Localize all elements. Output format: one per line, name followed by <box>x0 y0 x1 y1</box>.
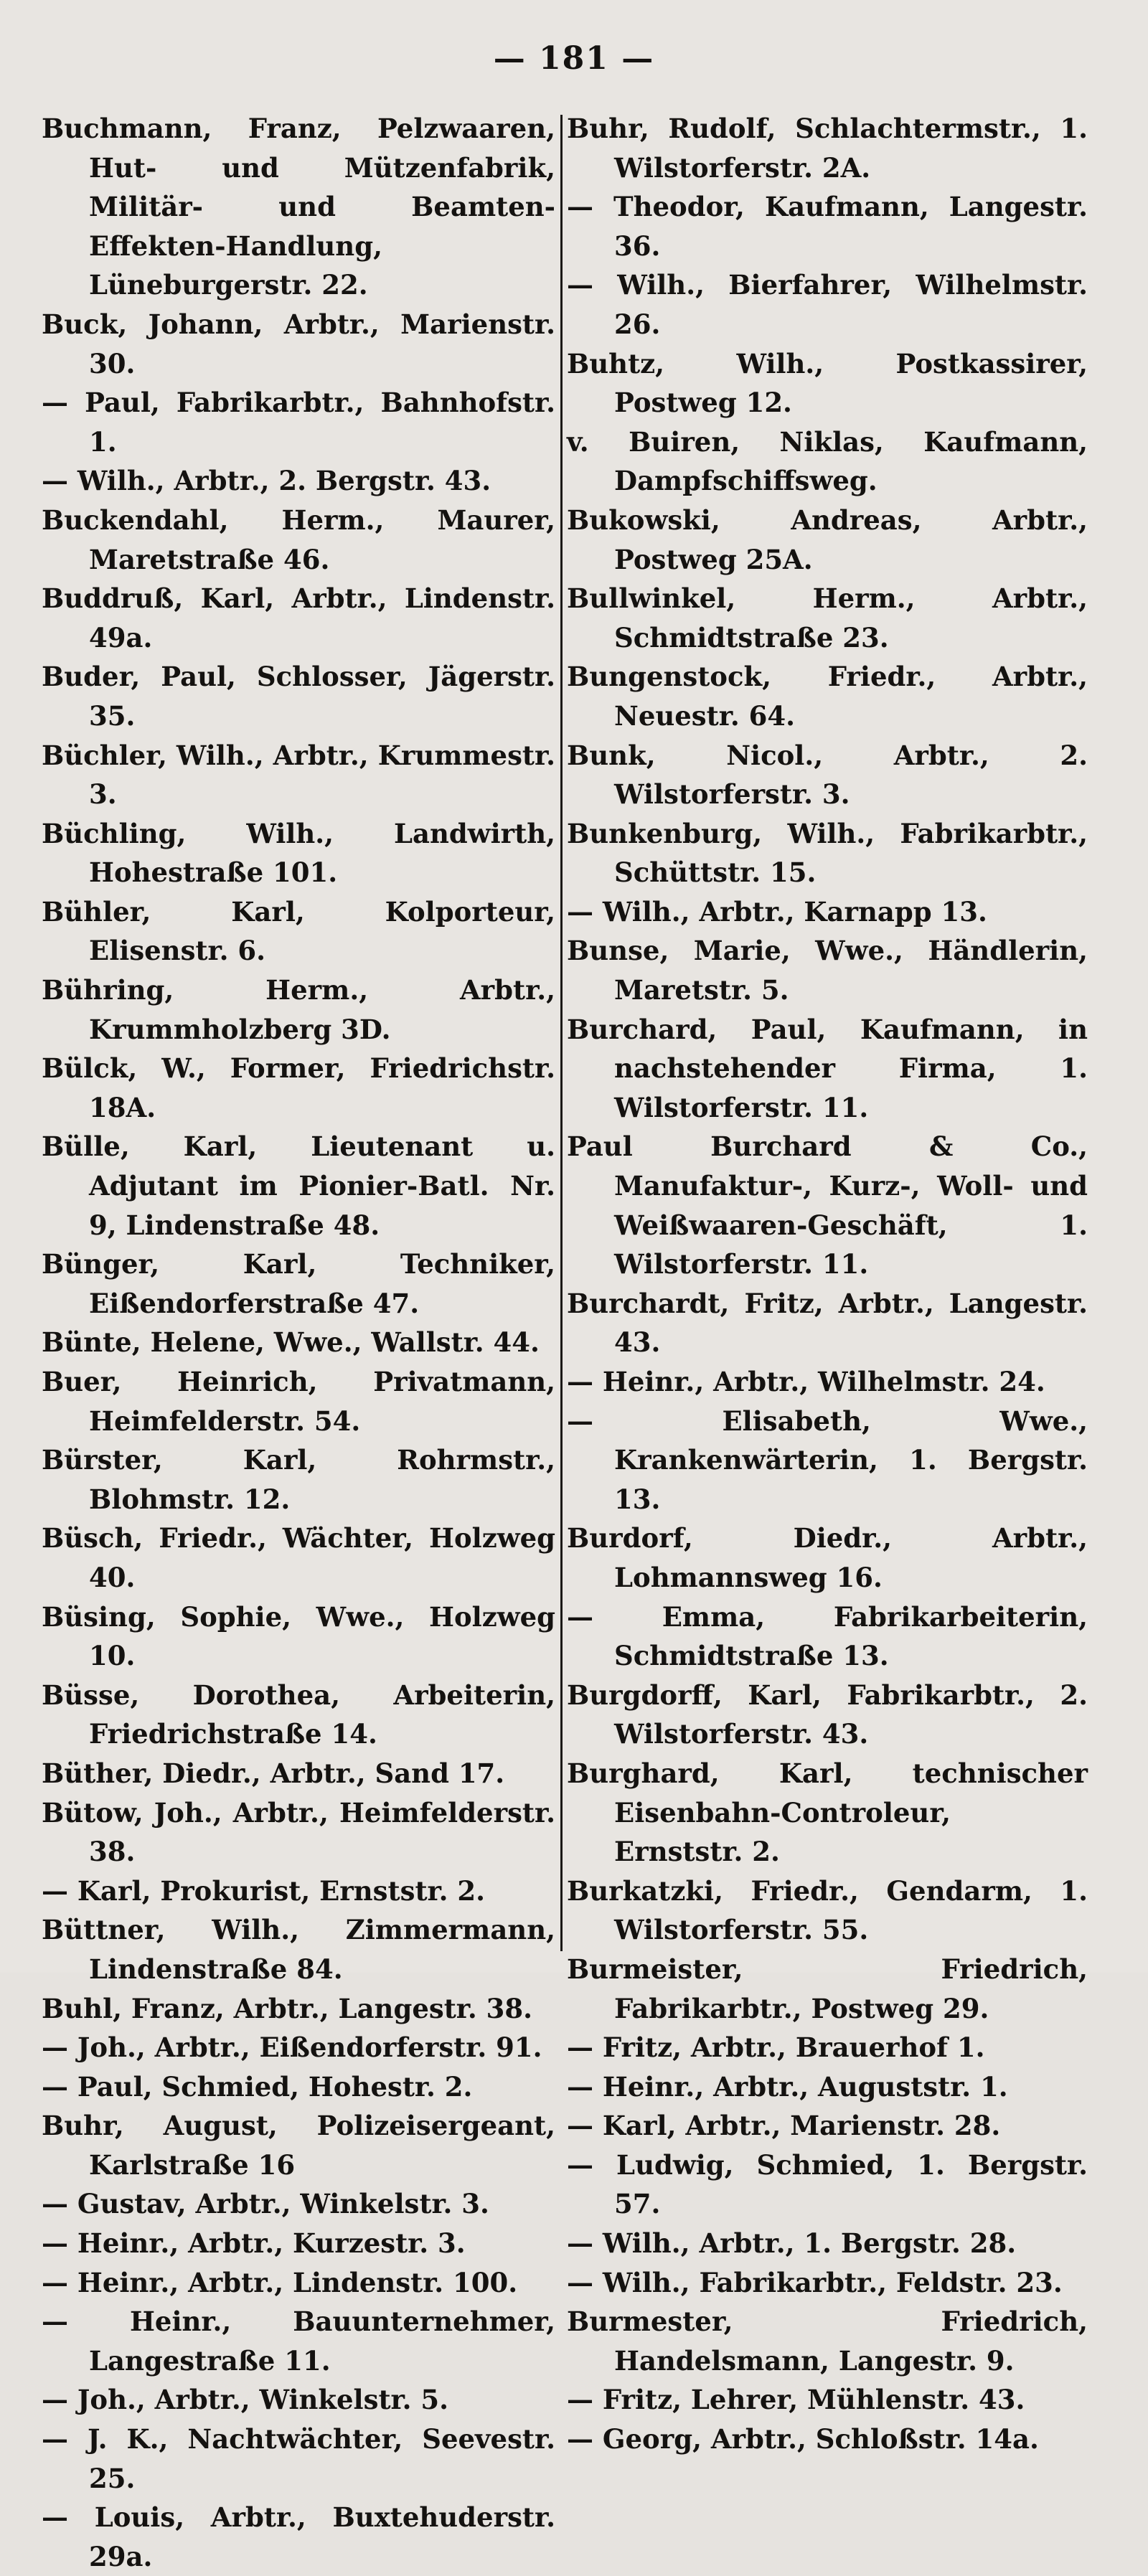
directory-entry: Bünte, Helene, Wwe., Wallstr. 44. <box>42 1326 540 1359</box>
directory-entry: Bülle, Karl, Lieutenant u. Adjutant im Pionier-Batl. Nr. 9, Lindenstraße 48. <box>42 1131 555 1241</box>
directory-entry: — Heinr., Arbtr., Auguststr. 1. <box>567 2070 1008 2103</box>
directory-entry: Buhr, Rudolf, Schlachtermstr., 1. Wilstorferstr. 2A. <box>567 113 1088 184</box>
directory-entry: v. Buiren, Niklas, Kaufmann, Dampfschiffsweg. <box>567 425 1088 497</box>
directory-entry: — Joh., Arbtr., Winkelstr. 5. <box>42 2384 449 2416</box>
directory-entry: — Joh., Arbtr., Eißendorferstr. 91. <box>42 2032 542 2064</box>
directory-entry: Buhl, Franz, Arbtr., Langestr. 38. <box>42 1992 533 2024</box>
directory-entry: Büttner, Wilh., Zimmermann, Lindenstraße 84. <box>42 1914 555 1985</box>
directory-entry: — Karl, Arbtr., Marienstr. 28. <box>567 2110 1001 2142</box>
page-number: — 181 — <box>493 40 655 77</box>
directory-entry: Buck, Johann, Arbtr., Marienstr. 30. <box>42 308 555 379</box>
directory-entry: — Wilh., Arbtr., Karnapp 13. <box>567 895 987 928</box>
directory-entry: — Paul, Schmied, Hohestr. 2. <box>42 2070 473 2103</box>
directory-entry: Burghard, Karl, technischer Eisenbahn-Controleur, Ernststr. 2. <box>567 1757 1088 1868</box>
directory-entry: Paul Burchard & Co., Manufaktur-, Kurz-, Woll- und Weißwaaren-Geschäft, 1. Wilstorferstr. 11. <box>567 1131 1088 1280</box>
directory-entry: — Heinr., Arbtr., Kurzestr. 3. <box>42 2227 466 2260</box>
directory-entry: Buer, Heinrich, Privatmann, Heimfelderstr. 54. <box>42 1366 555 1437</box>
directory-entry: — Louis, Arbtr., Buxtehuderstr. 29a. <box>42 2501 555 2572</box>
directory-entry: — Georg, Arbtr., Schloßstr. 14a. <box>567 2423 1039 2455</box>
directory-entry: Bütow, Joh., Arbtr., Heimfelderstr. 38. <box>42 1796 555 1868</box>
directory-entry: — Wilh., Bierfahrer, Wilhelmstr. 26. <box>567 269 1088 340</box>
directory-entry: — Paul, Fabrikarbtr., Bahnhofstr. 1. <box>42 387 555 458</box>
directory-entry: Büsing, Sophie, Wwe., Holzweg 10. <box>42 1600 555 1672</box>
directory-entry: Buckendahl, Herm., Maurer, Maretstraße 46. <box>42 504 555 575</box>
directory-entry: — Elisabeth, Wwe., Krankenwärterin, 1. Bergstr. 13. <box>567 1405 1088 1515</box>
directory-entry: Burchardt, Fritz, Arbtr., Langestr. 43. <box>567 1287 1088 1359</box>
directory-entry: Buddruß, Karl, Arbtr., Lindenstr. 49a. <box>42 582 555 654</box>
directory-entry: — Wilh., Arbtr., 2. Bergstr. 43. <box>42 465 491 497</box>
directory-entry: Bullwinkel, Herm., Arbtr., Schmidtstraße 23. <box>567 582 1088 654</box>
directory-entry: — Fritz, Arbtr., Brauerhof 1. <box>567 2032 985 2064</box>
directory-entry: Büchler, Wilh., Arbtr., Krummestr. 3. <box>42 739 555 811</box>
directory-entry: Bühler, Karl, Kolporteur, Elisenstr. 6. <box>42 895 555 967</box>
directory-entry: — Wilh., Fabrikarbtr., Feldstr. 23. <box>567 2266 1063 2298</box>
directory-entry: — Heinr., Arbtr., Wilhelmstr. 24. <box>567 1366 1045 1397</box>
directory-entry: — Gustav, Arbtr., Winkelstr. 3. <box>42 2188 489 2220</box>
directory-entry: Bungenstock, Friedr., Arbtr., Neuestr. 64. <box>567 661 1088 732</box>
directory-entry: Büsse, Dorothea, Arbeiterin, Friedrichstraße 14. <box>42 1679 555 1750</box>
right-column <box>567 109 1088 2459</box>
directory-entry: Buder, Paul, Schlosser, Jägerstr. 35. <box>42 661 555 732</box>
directory-entry: — Heinr., Bauunternehmer, Langestraße 11. <box>42 2306 555 2377</box>
directory-entry: Burmester, Friedrich, Handelsmann, Langestr. 9. <box>567 2306 1088 2377</box>
directory-entry: Bürster, Karl, Rohrmstr., Blohmstr. 12. <box>42 1444 555 1515</box>
directory-entry: — J. K., Nachtwächter, Seevestr. 25. <box>42 2423 555 2494</box>
directory-entry: Burchard, Paul, Kaufmann, in nachstehender Firma, 1. Wilstorferstr. 11. <box>567 1013 1088 1123</box>
directory-entry: Burgdorff, Karl, Fabrikarbtr., 2. Wilstorferstr. 43. <box>567 1679 1088 1750</box>
directory-entry: Buhr, August, Polizeisergeant, Karlstraße 16 <box>42 2110 555 2181</box>
left-column <box>42 109 555 2576</box>
directory-entry: Burdorf, Diedr., Arbtr., Lohmannsweg 16. <box>567 1522 1088 1593</box>
directory-entry: — Wilh., Arbtr., 1. Bergstr. 28. <box>567 2227 1017 2260</box>
directory-entry: Buhtz, Wilh., Postkassirer, Postweg 12. <box>567 347 1088 419</box>
directory-entry: — Emma, Fabrikarbeiterin, Schmidtstraße 13. <box>567 1600 1088 1672</box>
directory-entry: — Ludwig, Schmied, 1. Bergstr. 57. <box>567 2148 1088 2220</box>
directory-entry: Bülck, W., Former, Friedrichstr. 18A. <box>42 1052 555 1123</box>
directory-entry: Büchling, Wilh., Landwirth, Hohestraße 101. <box>42 817 555 889</box>
directory-entry: Bukowski, Andreas, Arbtr., Postweg 25A. <box>567 504 1088 575</box>
directory-entry: — Heinr., Arbtr., Lindenstr. 100. <box>42 2266 518 2298</box>
directory-entry: Büsch, Friedr., Wächter, Holzweg 40. <box>42 1522 555 1593</box>
directory-entry: — Karl, Prokurist, Ernststr. 2. <box>42 1874 486 1907</box>
directory-entry: Bühring, Herm., Arbtr., Krummholzberg 3D. <box>42 974 555 1045</box>
directory-entry: Burkatzki, Friedr., Gendarm, 1. Wilstorferstr. 55. <box>567 1874 1088 1946</box>
directory-entry: Bunk, Nicol., Arbtr., 2. Wilstorferstr. 3. <box>567 739 1088 811</box>
directory-entry: — Theodor, Kaufmann, Langestr. 36. <box>567 191 1088 262</box>
directory-entry: Bunse, Marie, Wwe., Händlerin, Maretstr. 5. <box>567 935 1088 1006</box>
directory-entry: Bünger, Karl, Techniker, Eißendorferstraße 47. <box>42 1248 555 1319</box>
column-divider <box>560 115 563 1951</box>
directory-entry: Buchmann, Franz, Pelzwaaren, Hut- und Mützenfabrik, Militär- und Beamten-Effekten-Handlung, Lüneburgerstr. 22. <box>42 113 555 301</box>
directory-entry: Burmeister, Friedrich, Fabrikarbtr., Postweg 29. <box>567 1953 1088 2024</box>
directory-entry: Büther, Diedr., Arbtr., Sand 17. <box>42 1757 505 1789</box>
directory-entry: Bunkenburg, Wilh., Fabrikarbtr., Schüttstr. 15. <box>567 817 1088 889</box>
directory-entry: — Fritz, Lehrer, Mühlenstr. 43. <box>567 2384 1025 2416</box>
